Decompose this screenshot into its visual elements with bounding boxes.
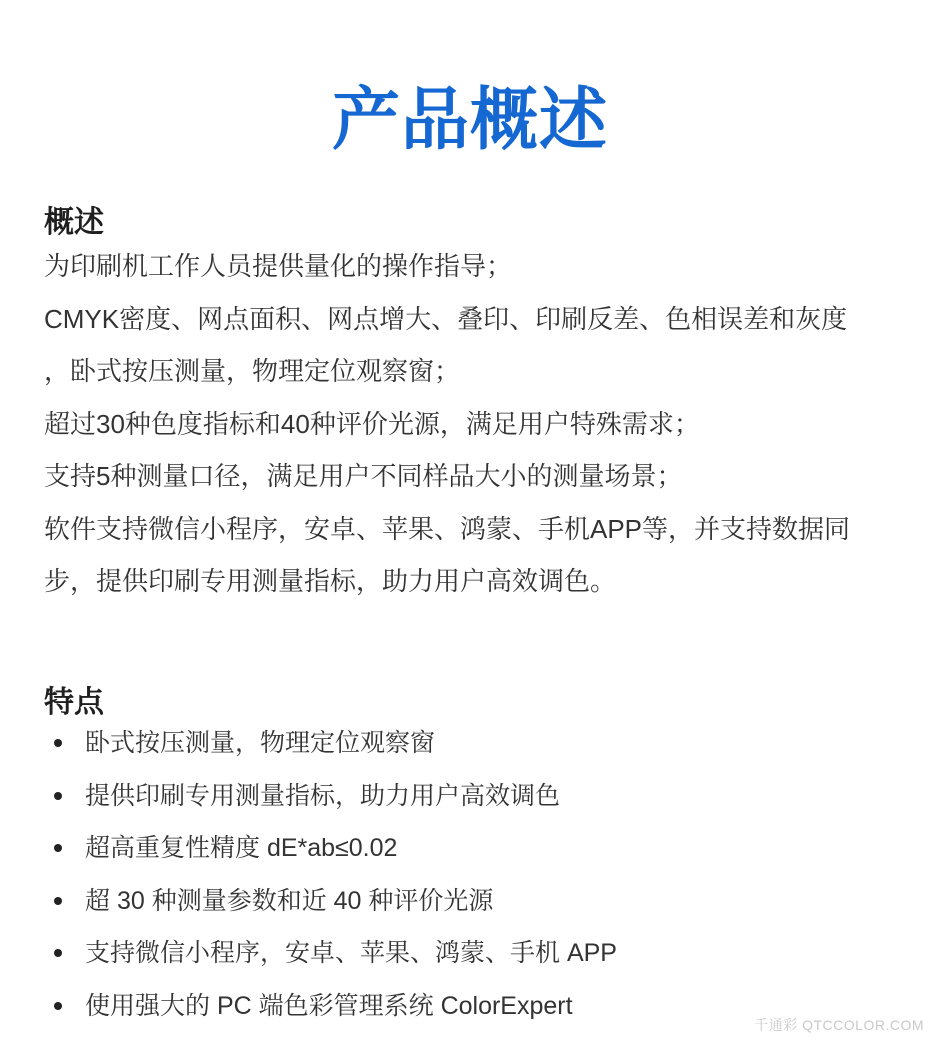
bullet-icon <box>54 949 62 957</box>
list-item <box>44 770 904 823</box>
overview-line: 软件支持微信小程序，安卓、苹果、鸿蒙、手机APP等，并支持数据同 <box>44 513 851 544</box>
feature-text: 提供印刷专用测量指标，助力用户高效调色 <box>85 781 561 810</box>
overview-paragraphs <box>44 240 904 608</box>
watermark: 千通彩 QTCCOLOR.COM <box>754 1017 924 1033</box>
overview-line: 支持5种测量口径，满足用户不同样品大小的测量场景； <box>44 461 683 491</box>
bullet-icon <box>54 739 62 747</box>
overview-line: 超过30种色度指标和40种评价光源，满足用户特殊需求； <box>44 408 700 439</box>
features-section-heading: 特点 <box>44 685 104 719</box>
bullet-icon <box>54 897 62 905</box>
list-item <box>44 717 904 770</box>
list-item <box>44 875 904 928</box>
overview-line: ，卧式按压测量，物理定位观察窗； <box>44 356 461 386</box>
feature-text: 支持微信小程序，安卓、苹果、鸿蒙、手机 APP <box>85 939 617 967</box>
bullet-icon <box>54 792 62 800</box>
list-item <box>44 822 904 875</box>
overview-section-heading: 概述 <box>44 205 104 239</box>
overview-line: 为印刷机工作人员提供量化的操作指导； <box>44 251 513 281</box>
feature-text: 超高重复性精度 dE*ab≤0.02 <box>85 834 398 862</box>
feature-text: 超 30 种测量参数和近 40 种评价光源 <box>85 886 494 915</box>
bullet-icon <box>54 1002 62 1010</box>
overview-line: 步，提供印刷专用测量指标，助力用户高效调色。 <box>44 566 617 596</box>
overview-line: CMYK密度、网点面积、网点增大、叠印、印刷反差、色相误差和灰度 <box>44 303 848 334</box>
bullet-icon <box>54 844 62 852</box>
list-item <box>44 927 904 980</box>
feature-text: 卧式按压测量，物理定位观察窗 <box>85 729 436 757</box>
feature-text: 使用强大的 PC 端色彩管理系统 ColorExpert <box>85 991 573 1020</box>
features-list <box>44 717 904 1032</box>
page-title: 产品概述 <box>331 81 608 158</box>
